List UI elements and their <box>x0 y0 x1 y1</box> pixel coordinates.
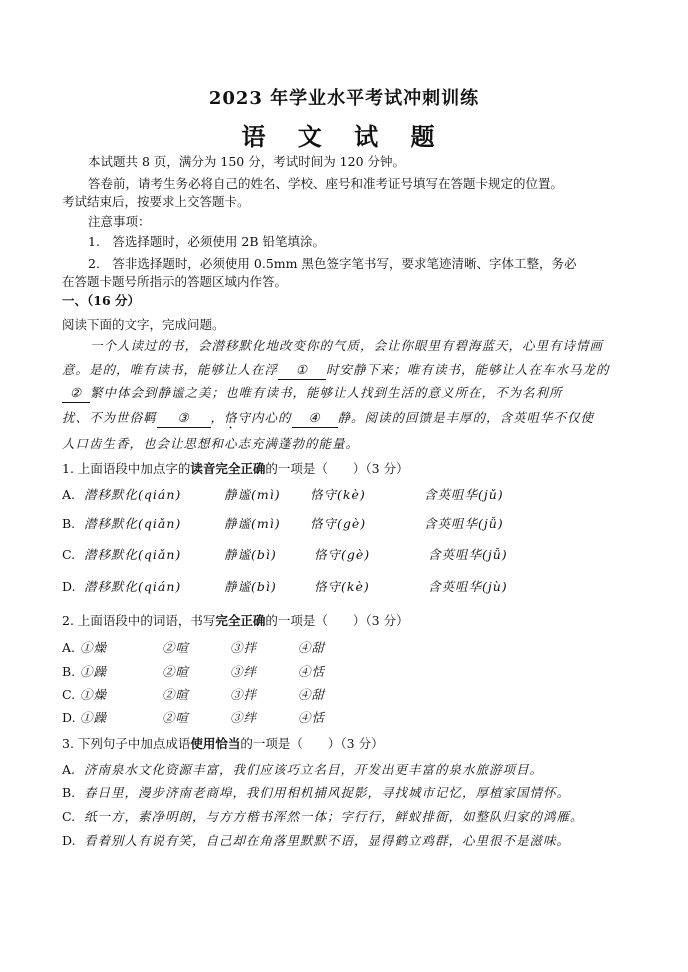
option-word: 潜移默化(qián) <box>84 487 182 502</box>
option-word: 恪守(kè) <box>310 487 366 502</box>
stem-emphasis: 使用恰当 <box>190 736 241 751</box>
option-label: B. <box>62 516 76 531</box>
q2-option-a[interactable] <box>62 639 326 657</box>
note-2-continued: 在答题卡题号所指示的答题区域内作答。 <box>62 274 288 289</box>
q2-option-b[interactable] <box>62 663 326 681</box>
option-word: 静谧(mì) <box>224 487 281 502</box>
stem-emphasis: 读音完全正确 <box>190 461 266 476</box>
reading-instruction: 阅读下面的文字，完成问题。 <box>62 317 225 332</box>
option-word: ④甜 <box>298 687 326 702</box>
option-word: 潜移默化(qián) <box>84 579 182 594</box>
option-word: 静谧(bì) <box>224 547 277 562</box>
option-word: ④甜 <box>298 640 326 655</box>
q1-option-c[interactable] <box>62 546 508 564</box>
option-label: C. <box>62 687 76 702</box>
note-1: 1. 答选择题时，必须使用 2B 铅笔填涂。 <box>88 234 326 249</box>
option-word: ③绊 <box>230 710 258 725</box>
option-word: ①躁 <box>80 664 108 679</box>
stem-text: 3. 下列句子中加点成语 <box>62 736 191 751</box>
passage-line-1: 一个人读过的书，会潜移默化地改变你的气质，会让你眼里有碧海蓝天，心里有诗情画 <box>90 338 604 353</box>
note-2: 2. 答非选择题时，必须使用 0.5mm 黑色签字笔书写，要求笔迹清晰、字体工整，务必 <box>88 256 577 271</box>
option-word: ③拌 <box>230 687 258 702</box>
option-word: 恪守(kè) <box>314 579 370 594</box>
q2-option-c[interactable] <box>62 686 326 704</box>
option-word: ②暄 <box>162 687 190 702</box>
intro-line-1: 本试题共 8 页，满分为 150 分，考试时间为 120 分钟。 <box>88 154 406 169</box>
option-sentence: 春日里，漫步济南老商埠，我们用相机捕风捉影，寻找城市记忆，厚植家国情怀。 <box>84 785 571 800</box>
exam-subject-title: 语 文 试 题 <box>241 122 447 151</box>
option-word: ①躁 <box>80 710 108 725</box>
blank-3: ③ <box>157 409 211 428</box>
option-label: D. <box>62 833 76 848</box>
option-word: ①燥 <box>80 687 108 702</box>
option-word: ②暄 <box>162 664 190 679</box>
q3-option-d[interactable] <box>62 832 571 850</box>
option-label: C. <box>62 809 76 824</box>
q3-option-c[interactable] <box>62 808 584 826</box>
passage-text: ，恪 <box>210 410 238 425</box>
passage-line-4 <box>62 409 594 432</box>
option-label: C. <box>62 547 76 562</box>
q3-option-a[interactable] <box>62 761 544 779</box>
option-word: ②喧 <box>162 640 190 655</box>
option-word: 含英咀华(jǚ) <box>424 516 504 531</box>
option-word: ③绊 <box>230 664 258 679</box>
stem-text: 2. 上面语段中的词语，书写 <box>62 613 216 628</box>
option-word: 静谧(mì) <box>224 516 281 531</box>
passage-text: 时安静下来；唯有读书，能够让人在车水马龙的 <box>326 362 610 377</box>
question-1-stem <box>62 460 409 478</box>
exam-title: 2023 年学业水平考试冲刺训练 <box>208 88 480 109</box>
option-word: 潜移默化(qiǎn) <box>84 547 182 562</box>
option-word: 恪守(gè) <box>310 516 367 531</box>
option-word: ②喧 <box>162 710 190 725</box>
option-label: A. <box>62 762 76 777</box>
section-1-heading: 一、（16 分） <box>62 293 140 308</box>
option-word: 恪守(gè) <box>314 547 371 562</box>
option-word: ①燥 <box>80 640 108 655</box>
q1-option-b[interactable] <box>62 515 504 533</box>
option-word: 含英咀华(jǔ) <box>424 487 504 502</box>
option-label: B. <box>62 785 76 800</box>
blank-4: ④ <box>292 409 338 428</box>
option-word: 含英咀华(jù) <box>428 579 508 594</box>
option-word: 潜移默化(qiǎn) <box>84 516 182 531</box>
stem-text: 的一项是（ ）（3 分） <box>265 613 409 628</box>
option-label: A. <box>62 487 76 502</box>
passage-text: 静。阅读的回馈是丰厚的，含英咀华不仅使 <box>337 410 595 425</box>
passage-text: 扰、不为世俗羁 <box>62 410 157 425</box>
option-sentence: 纸一方，素净明朗，与方方楷书浑然一体；字行行，鲜蚁排衙，如整队归家的鸿雁。 <box>84 809 584 824</box>
option-label: D. <box>62 579 76 594</box>
q3-option-b[interactable] <box>62 784 571 802</box>
option-sentence: 看着别人有说有笑，自己却在角落里默默不语，显得鹤立鸡群，心里很不是滋味。 <box>84 833 571 848</box>
intro-line-2: 答卷前，请考生务必将自己的姓名、学校、座号和准考证号填写在答题卡规定的位置。 <box>88 176 564 191</box>
question-3-stem <box>62 735 384 753</box>
stem-text: 的一项是（ ）（3 分） <box>265 461 409 476</box>
passage-text: 繁中体会到静谧之美；也唯有读书，能够让人找到生活的意义所在，不为名利所 <box>90 385 563 400</box>
option-word: 静谧(bì) <box>224 579 277 594</box>
passage-line-5: 人口齿生香，也会让思想和心志充满蓬勃的能量。 <box>62 436 360 451</box>
q1-option-d[interactable] <box>62 578 508 596</box>
stem-text: 的一项是（ ）（3 分） <box>240 736 384 751</box>
option-word: ④恬 <box>298 664 326 679</box>
passage-text: 意。是的，唯有读书，能够让人在浮 <box>62 362 279 377</box>
passage-line-2 <box>62 361 610 380</box>
passage-text: 守内心的 <box>237 410 292 425</box>
option-word: 含英咀华(jǚ) <box>428 547 508 562</box>
notes-heading: 注意事项： <box>88 214 151 229</box>
passage-line-3 <box>62 384 563 403</box>
q1-option-a[interactable] <box>62 486 504 504</box>
option-label: B. <box>62 664 76 679</box>
option-label: A. <box>62 640 76 655</box>
option-word: ④恬 <box>298 710 326 725</box>
question-2-stem <box>62 612 409 630</box>
option-label: D. <box>62 710 76 725</box>
stem-text: 1. 上面语段中加点字的 <box>62 461 191 476</box>
q2-option-d[interactable] <box>62 709 326 727</box>
stem-emphasis: 完全正确 <box>215 613 266 628</box>
option-word: ③拌 <box>230 640 258 655</box>
blank-1: ① <box>278 361 326 380</box>
intro-line-3: 考试结束后，按要求上交答题卡。 <box>62 194 250 209</box>
blank-2: ② <box>62 384 90 403</box>
option-sentence: 济南泉水文化资源丰富，我们应该巧立名目，开发出更丰富的泉水旅游项目。 <box>84 762 544 777</box>
